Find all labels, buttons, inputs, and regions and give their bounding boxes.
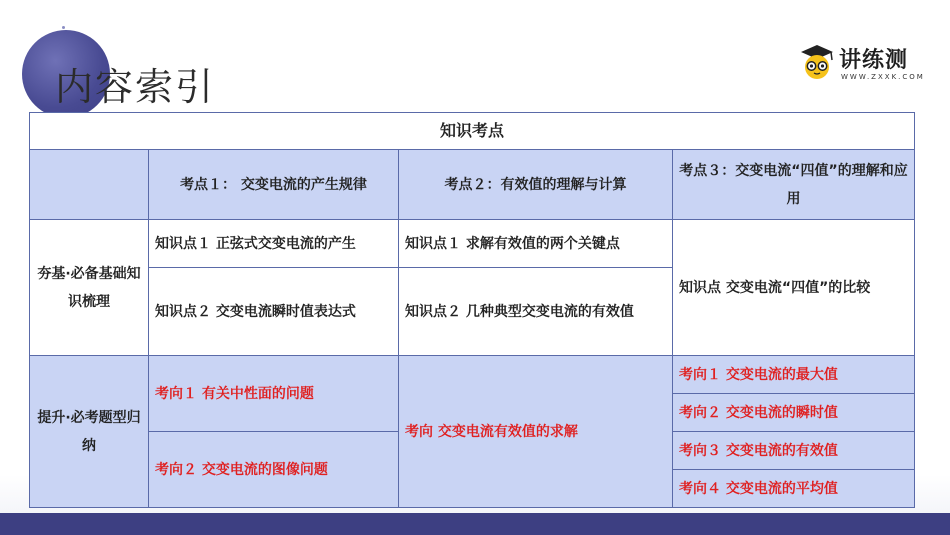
content-index-table: [29, 112, 915, 508]
mascot-owl-icon: [797, 40, 837, 80]
basic-knowledge-1-1: 知识点１ 正弦式交变电流的产生: [149, 220, 399, 268]
advance-direction-1-1: 考向１ 有关中性面的问题: [149, 356, 399, 432]
topic-1-header: 考点１： 交变电流的产生规律: [149, 150, 399, 220]
advance-direction-3-3: 考向３ 交变电流的有效值: [673, 432, 915, 470]
basic-section-label: 夯基·必备基础知识梳理: [30, 220, 149, 356]
advance-direction-3-2: 考向２ 交变电流的瞬时值: [673, 394, 915, 432]
logo: [797, 40, 927, 90]
advance-direction-3-4: 考向４ 交变电流的平均值: [673, 470, 915, 508]
header-corner-cell: [30, 150, 149, 220]
logo-site: WWW.ZXXK.COM: [841, 73, 925, 81]
advance-direction-1-2: 考向２ 交变电流的图像问题: [149, 432, 399, 508]
advance-direction-2: 考向 交变电流有效值的求解: [399, 356, 673, 508]
slide-title: 内容索引: [55, 65, 216, 109]
decorative-dot: [62, 26, 65, 29]
topic-2-header: 考点２：有效值的理解与计算: [399, 150, 673, 220]
table-header: 知识考点: [30, 113, 915, 150]
basic-knowledge-2-2: 知识点２ 几种典型交变电流的有效值: [399, 268, 673, 356]
bottom-band: [0, 513, 950, 535]
advance-direction-3-1: 考向１ 交变电流的最大值: [673, 356, 915, 394]
basic-knowledge-2-1: 知识点１ 求解有效值的两个关键点: [399, 220, 673, 268]
basic-knowledge-1-2: 知识点２ 交变电流瞬时值表达式: [149, 268, 399, 356]
topic-3-header: 考点３：交变电流“四值”的理解和应用: [673, 150, 915, 220]
logo-name: 讲练测: [839, 48, 909, 73]
basic-knowledge-3: 知识点 交变电流“四值”的比较: [673, 220, 915, 356]
advance-section-label: 提升·必考题型归纳: [30, 356, 149, 508]
